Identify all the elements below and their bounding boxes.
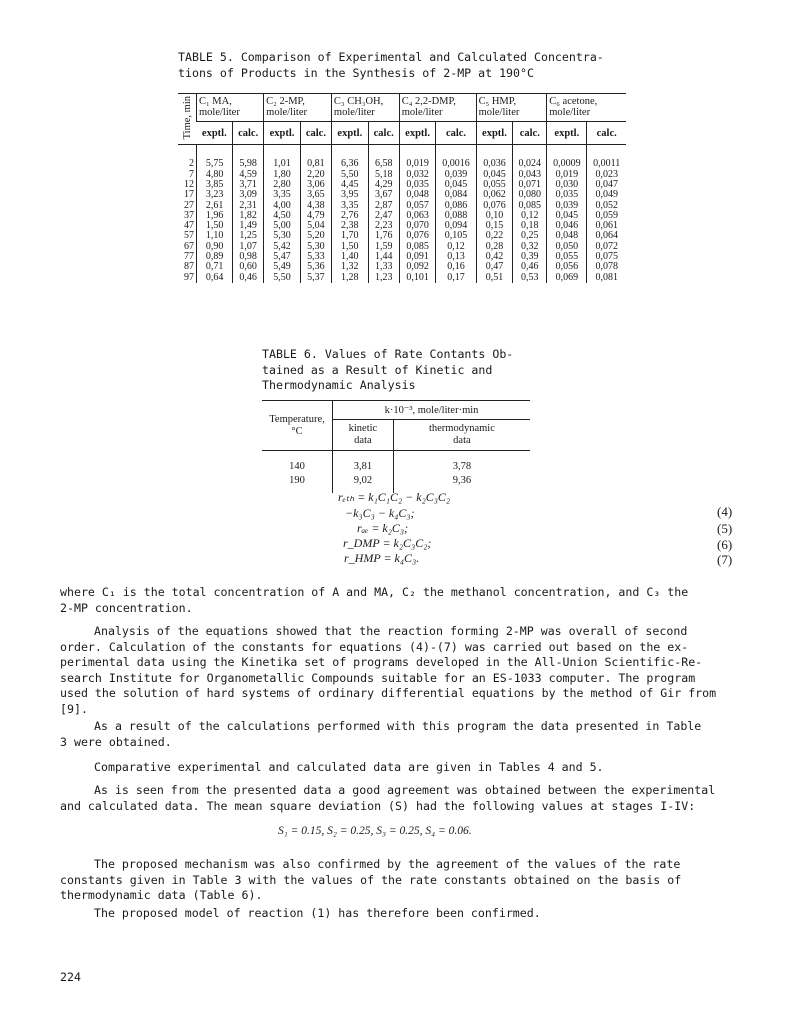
concentration-cell: 0,51: [476, 273, 513, 283]
subheader-expt: exptl.: [399, 122, 436, 145]
concentration-cell: 0,035: [399, 180, 436, 190]
concentration-cell: 0,17: [436, 273, 476, 283]
concentration-cell: 3,71: [233, 180, 264, 190]
group-header-acetone: C₆ acetone, mole/liter: [547, 94, 626, 122]
concentration-cell: 1,49: [233, 221, 264, 231]
paragraph-comparative: Comparative experimental and calculated data are given in Tables 4 and 5.: [94, 760, 604, 774]
concentration-cell: 0,069: [547, 273, 587, 283]
temperature-header: Temperature, °C: [262, 401, 333, 451]
subheader-calc: calc.: [587, 122, 626, 145]
concentration-cell: 1,80: [264, 170, 301, 180]
concentration-cell: 4,80: [197, 170, 233, 180]
concentration-cell: 6,58: [368, 145, 399, 170]
concentration-cell: 0,89: [197, 252, 233, 262]
concentration-cell: 0,085: [513, 201, 547, 211]
concentration-cell: 0,101: [399, 273, 436, 283]
concentration-cell: 0,076: [399, 231, 436, 241]
concentration-cell: 5,30: [300, 242, 331, 252]
concentration-cell: 3,67: [368, 190, 399, 200]
concentration-cell: 0,075: [587, 252, 626, 262]
concentration-cell: 2,80: [264, 180, 301, 190]
time-cell: 12: [184, 178, 194, 190]
paragraph-conclusion: The proposed model of reaction (1) has therefore been confirmed.: [94, 906, 541, 920]
concentration-cell: 5,42: [264, 242, 301, 252]
concentration-cell: 0,084: [436, 190, 476, 200]
concentration-cell: 0,055: [476, 180, 513, 190]
group-header-methanol: C₃ CH₃OH, mole/liter: [331, 94, 399, 122]
concentration-cell: 0,071: [513, 180, 547, 190]
subheader-expt: exptl.: [264, 122, 301, 145]
concentration-cell: 0,080: [513, 190, 547, 200]
time-cell: 47: [184, 220, 194, 232]
equation-5: rₐₑ = k₂C₃;: [357, 521, 409, 535]
concentration-cell: 0,81: [300, 145, 331, 170]
concentration-cell: 3,06: [300, 180, 331, 190]
concentration-cell: 0,056: [547, 262, 587, 272]
concentration-cell: 1,44: [368, 252, 399, 262]
paragraph-analysis: Analysis of the equations showed that the reaction forming 2-MP was overall of second order. Calculation of the constants for equations (4)-(7) was carried out based on the ex- perimental data using the Kinetika set of programs developed in the All-Union Scientific-Re- search Institute for Organometallic Compounds suitable for an ES-1033 computer. The program used the solution of hard systems of ordinary differential equations by the method of Gir from [9].: [60, 624, 717, 716]
subheader-expt: exptl.: [476, 122, 513, 145]
concentration-cell: 0,046: [547, 221, 587, 231]
concentration-cell: 0,048: [399, 190, 436, 200]
concentration-cell: 5,50: [264, 273, 301, 283]
concentration-cell: 0,22: [476, 231, 513, 241]
concentration-cell: 0,035: [547, 190, 587, 200]
time-header: Time, min: [178, 94, 197, 145]
concentration-cell: 0,023: [587, 170, 626, 180]
concentration-cell: 1,59: [368, 242, 399, 252]
concentration-cell: 0,081: [587, 273, 626, 283]
concentration-cell: 5,47: [264, 252, 301, 262]
mean-square-deviation-values: S₁ = 0.15, S₂ = 0.25, S₃ = 0.25, S₄ = 0.06.: [278, 825, 472, 837]
concentration-cell: 0,15: [476, 221, 513, 231]
concentration-cell: 5,18: [368, 170, 399, 180]
concentration-cell: 5,30: [264, 231, 301, 241]
concentration-cell: 3,35: [264, 190, 301, 200]
concentration-cell: 0,024: [513, 145, 547, 170]
page-number: 224: [60, 970, 81, 984]
equation-4-line2: −k₃C₃ − k₄C₃;: [345, 506, 415, 520]
concentration-cell: 0,061: [587, 221, 626, 231]
paragraph-results: As a result of the calculations performed with this program the data presented in Table 3 were obtained.: [60, 719, 702, 749]
table5-caption-line1: TABLE 5. Comparison of Experimental and Calculated Concentra-: [178, 50, 604, 64]
concentration-cell: 0,088: [436, 211, 476, 221]
concentration-cell: 0,072: [587, 242, 626, 252]
concentration-cell: 3,35: [331, 201, 368, 211]
subheader-calc: calc.: [233, 122, 264, 145]
rate-constant-header: k·10⁻³, mole/liter·min: [333, 401, 531, 420]
concentration-cell: 0,019: [399, 145, 436, 170]
concentration-cell: 0,032: [399, 170, 436, 180]
time-cell: 57: [184, 230, 194, 242]
concentration-cell: 0,045: [436, 180, 476, 190]
concentration-cell: 0,12: [436, 242, 476, 252]
concentration-cell: 5,75: [197, 145, 233, 170]
concentration-cell: 0,078: [587, 262, 626, 272]
table6-caption-line1: TABLE 6. Values of Rate Contants Ob-: [262, 347, 514, 361]
subheader-calc: calc.: [368, 122, 399, 145]
table6-caption-line2: tained as a Result of Kinetic and: [262, 362, 493, 377]
concentration-cell: 1,32: [331, 262, 368, 272]
equation-number-7: (7): [717, 552, 733, 567]
concentration-cell: 0,055: [547, 252, 587, 262]
concentration-cell: 0,46: [513, 262, 547, 272]
concentration-cell: 1,25: [233, 231, 264, 241]
time-cell: 17: [184, 189, 194, 201]
table6-row: [262, 451, 530, 475]
equation-number-5: (5): [717, 521, 733, 536]
equation-7: r_HMP = k₄C₃.: [344, 551, 420, 565]
concentration-cell: 5,04: [300, 221, 331, 231]
temperature-cell: 190: [262, 474, 333, 493]
concentration-cell: 0,10: [476, 211, 513, 221]
table5-caption-line2: tions of Products in the Synthesis of 2-MP at 190°C: [178, 65, 534, 80]
concentration-cell: 5,49: [264, 262, 301, 272]
concentration-cell: 0,052: [587, 201, 626, 211]
table6-caption: [262, 347, 532, 394]
table5-subheader-row: [178, 122, 626, 145]
concentration-cell: 0,092: [399, 262, 436, 272]
concentration-cell: 3,65: [300, 190, 331, 200]
table6-header-row1: [262, 401, 530, 420]
concentration-cell: 0,039: [436, 170, 476, 180]
concentration-cell: 3,09: [233, 190, 264, 200]
subheader-calc: calc.: [513, 122, 547, 145]
thermodynamic-value-cell: 3,78: [452, 461, 472, 472]
concentration-cell: 2,23: [368, 221, 399, 231]
concentration-cell: 3,85: [197, 180, 233, 190]
concentration-cell: 0,32: [513, 242, 547, 252]
concentration-cell: 0,039: [547, 201, 587, 211]
concentration-cell: 4,29: [368, 180, 399, 190]
concentration-cell: 1,50: [197, 221, 233, 231]
concentration-cell: 4,79: [300, 211, 331, 221]
concentration-cell: 5,98: [233, 145, 264, 170]
concentration-cell: 0,0009: [547, 145, 587, 170]
concentration-cell: 6,36: [331, 145, 368, 170]
concentration-cell: 0,085: [399, 242, 436, 252]
concentration-cell: 4,38: [300, 201, 331, 211]
concentration-cell: 0,047: [587, 180, 626, 190]
concentration-cell: 0,094: [436, 221, 476, 231]
concentration-cell: 1,23: [368, 273, 399, 283]
concentration-cell: 0,076: [476, 201, 513, 211]
table5: [178, 93, 626, 283]
paragraph-definitions: where C₁ is the total concentration of A and MA, C₂ the methanol concentration, and C₃ the 2-MP concentration.: [60, 585, 689, 615]
concentration-cell: 4,59: [233, 170, 264, 180]
concentration-cell: 0,0011: [587, 145, 626, 170]
concentration-cell: 0,13: [436, 252, 476, 262]
group-header-2mp: C₂ 2-MP, mole/liter: [264, 94, 332, 122]
kinetic-data-header: kinetic data: [333, 420, 394, 451]
thermodynamic-data-header: thermodynamic data: [393, 420, 530, 451]
concentration-cell: 0,030: [547, 180, 587, 190]
concentration-cell: 1,50: [331, 242, 368, 252]
concentration-cell: 5,50: [331, 170, 368, 180]
concentration-cell: 0,60: [233, 262, 264, 272]
concentration-cell: 0,062: [476, 190, 513, 200]
equation-number-4: (4): [717, 504, 733, 519]
kinetic-value-cell: 9,02: [333, 474, 394, 493]
concentration-cell: 2,38: [331, 221, 368, 231]
subheader-calc: calc.: [436, 122, 476, 145]
thermodynamic-value-cell: 9,36: [452, 475, 472, 486]
time-cell: 37: [184, 209, 194, 221]
subheader-expt: exptl.: [547, 122, 587, 145]
concentration-cell: 0,057: [399, 201, 436, 211]
concentration-cell: 0,091: [399, 252, 436, 262]
concentration-cell: 0,070: [399, 221, 436, 231]
time-cell: 77: [184, 251, 194, 263]
concentration-cell: 0,0016: [436, 145, 476, 170]
concentration-cell: 0,90: [197, 242, 233, 252]
time-cell: 87: [184, 261, 194, 273]
concentration-cell: 0,086: [436, 201, 476, 211]
table5-row: [178, 145, 626, 170]
concentration-cell: 5,36: [300, 262, 331, 272]
equation-4-line1: rₑₜₕ = k₁C₁C₂ − k₂C₃C₂: [338, 490, 451, 504]
concentration-cell: 4,00: [264, 201, 301, 211]
table5-caption: [178, 50, 658, 81]
concentration-cell: 0,050: [547, 242, 587, 252]
concentration-cell: 0,16: [436, 262, 476, 272]
time-cell: 2: [189, 158, 194, 170]
concentration-cell: 4,45: [331, 180, 368, 190]
concentration-cell: 0,043: [513, 170, 547, 180]
concentration-cell: 0,049: [587, 190, 626, 200]
concentration-cell: 0,25: [513, 231, 547, 241]
concentration-cell: 1,76: [368, 231, 399, 241]
concentration-cell: 0,019: [547, 170, 587, 180]
table5-body: [178, 145, 626, 283]
concentration-cell: 0,28: [476, 242, 513, 252]
time-cell: 27: [184, 199, 194, 211]
concentration-cell: 0,045: [476, 170, 513, 180]
table5-group-header-row: [178, 94, 626, 122]
concentration-cell: 2,31: [233, 201, 264, 211]
concentration-cell: 0,46: [233, 273, 264, 283]
concentration-cell: 1,40: [331, 252, 368, 262]
group-header-ma: C₁ MA, mole/liter: [197, 94, 264, 122]
concentration-cell: 0,059: [587, 211, 626, 221]
concentration-cell: 1,01: [264, 145, 301, 170]
concentration-cell: 0,98: [233, 252, 264, 262]
subheader-calc: calc.: [300, 122, 331, 145]
concentration-cell: 1,33: [368, 262, 399, 272]
paragraph-agreement: As is seen from the presented data a good agreement was obtained between the experimental and calculated data. The mean square deviation (S) had the following values at stages I-IV:: [60, 783, 716, 813]
concentration-cell: 0,39: [513, 252, 547, 262]
concentration-cell: 2,87: [368, 201, 399, 211]
concentration-cell: 2,61: [197, 201, 233, 211]
group-header-dmp: C₄ 2,2-DMP, mole/liter: [399, 94, 476, 122]
concentration-cell: 2,47: [368, 211, 399, 221]
concentration-cell: 5,00: [264, 221, 301, 231]
concentration-cell: 1,70: [331, 231, 368, 241]
table5-row: [178, 273, 626, 283]
concentration-cell: 0,18: [513, 221, 547, 231]
kinetic-value-cell: 3,81: [333, 451, 394, 475]
table6-caption-line3: Thermodynamic Analysis: [262, 378, 416, 392]
table6-body: [262, 451, 530, 494]
concentration-cell: 1,10: [197, 231, 233, 241]
concentration-cell: 5,37: [300, 273, 331, 283]
concentration-cell: 2,20: [300, 170, 331, 180]
concentration-cell: 0,12: [513, 211, 547, 221]
time-cell: 97: [184, 271, 194, 283]
table6: [262, 400, 530, 493]
subheader-expt: exptl.: [331, 122, 368, 145]
paragraph-mechanism: The proposed mechanism was also confirmed by the agreement of the values of the rate constants given in Table 3 with the values of the rate constants obtained on the basis of thermodynamic data (Table 6).: [60, 857, 682, 902]
concentration-cell: 3,95: [331, 190, 368, 200]
concentration-cell: 1,28: [331, 273, 368, 283]
concentration-cell: 0,063: [399, 211, 436, 221]
concentration-cell: 0,42: [476, 252, 513, 262]
concentration-cell: 4,50: [264, 211, 301, 221]
group-header-hmp: C₅ HMP, mole/liter: [476, 94, 547, 122]
equation-6: r_DMP = k₂C₃C₂;: [343, 536, 432, 550]
concentration-cell: 0,71: [197, 262, 233, 272]
concentration-cell: 2,76: [331, 211, 368, 221]
concentration-cell: 0,064: [587, 231, 626, 241]
concentration-cell: 0,47: [476, 262, 513, 272]
concentration-cell: 0,048: [547, 231, 587, 241]
equation-number-6: (6): [717, 537, 733, 552]
concentration-cell: 0,53: [513, 273, 547, 283]
concentration-cell: 0,105: [436, 231, 476, 241]
subheader-expt: exptl.: [197, 122, 233, 145]
concentration-cell: 3,23: [197, 190, 233, 200]
concentration-cell: 5,20: [300, 231, 331, 241]
concentration-cell: 1,07: [233, 242, 264, 252]
time-cell: 67: [184, 240, 194, 252]
concentration-cell: 0,036: [476, 145, 513, 170]
concentration-cell: 0,64: [197, 273, 233, 283]
concentration-cell: 1,82: [233, 211, 264, 221]
concentration-cell: 0,045: [547, 211, 587, 221]
concentration-cell: 5,33: [300, 252, 331, 262]
concentration-cell: 1,96: [197, 211, 233, 221]
time-cell: 7: [189, 168, 194, 180]
temperature-cell: 140: [262, 451, 333, 475]
